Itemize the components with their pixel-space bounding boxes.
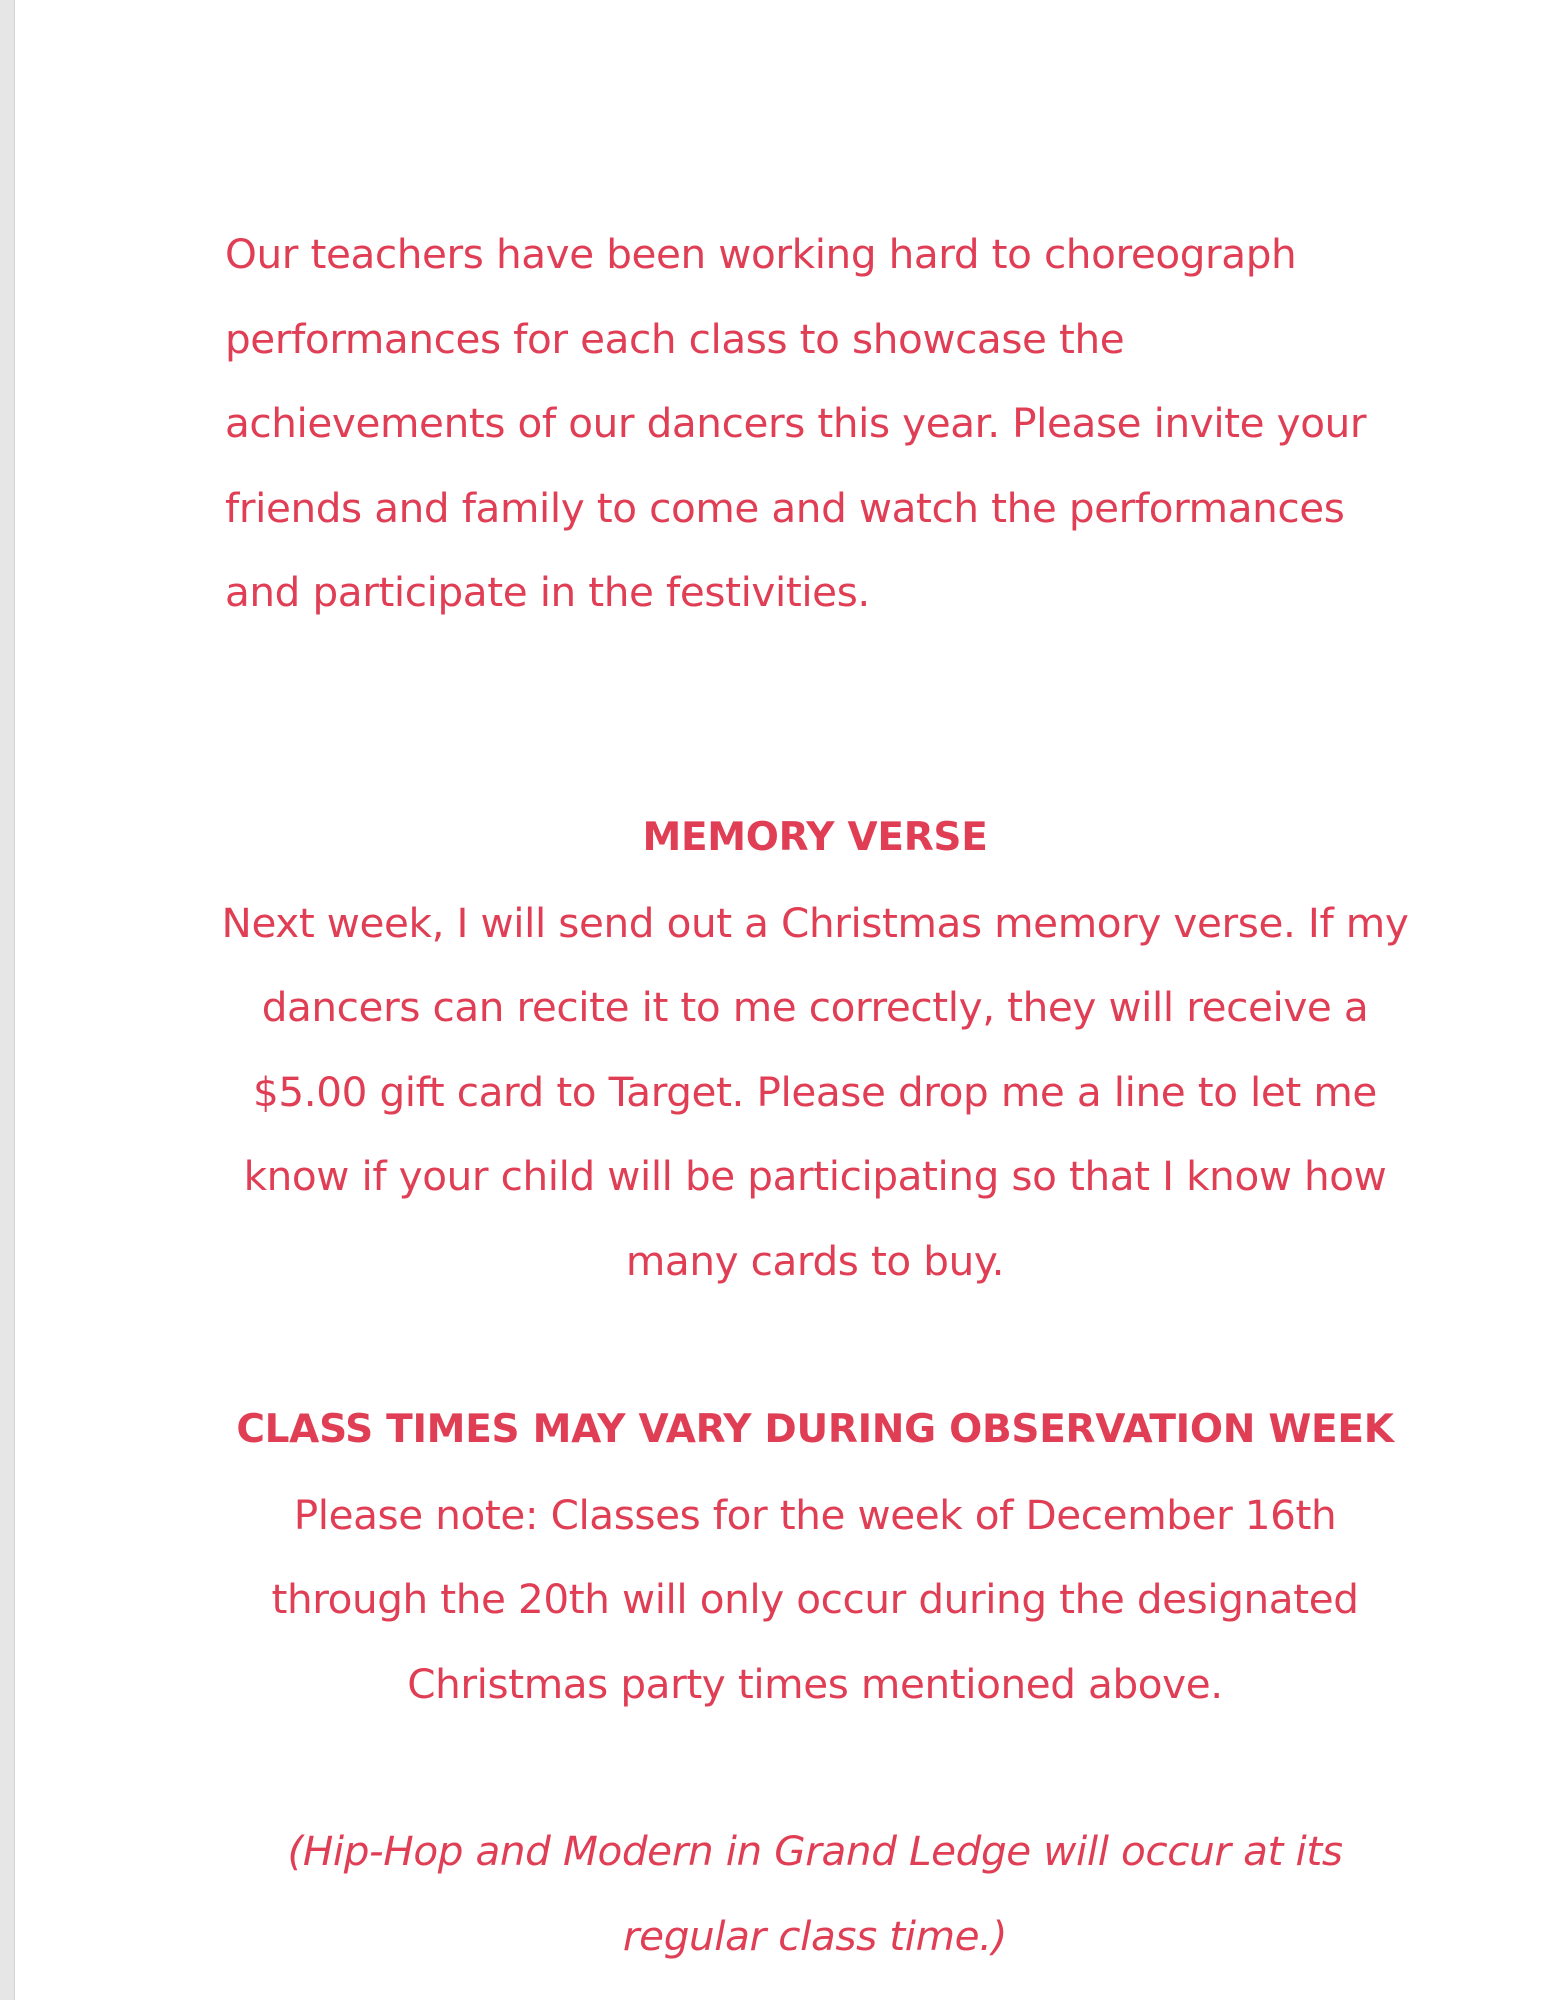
memory-verse-section <box>215 796 1415 1303</box>
hip-hop-note: (Hip-Hop and Modern in Grand Ledge will occur at its regular class time.) <box>287 1827 1343 1960</box>
memory-verse-heading: MEMORY VERSE <box>642 815 988 860</box>
intro-paragraph: Our teachers have been working hard to choreograph performances for each class to showcase the achievements of our dancers this year. Please invite your friends and family to come and watch the performances and participate in the festivities. <box>225 230 1367 616</box>
class-times-heading: CLASS TIMES MAY VARY DURING OBSERVATION WEEK <box>236 1407 1394 1452</box>
note-section <box>215 1809 1415 1978</box>
class-times-body: Please note: Classes for the week of December 16th through the 20th will only occur during the designated Christmas party times mentioned above. <box>271 1490 1359 1708</box>
document-page <box>15 0 1545 2000</box>
class-times-section <box>215 1388 1415 1726</box>
memory-verse-body: Next week, I will send out a Christmas memory verse. If my dancers can recite it to me correctly, they will receive a $5.00 gift card to Target. Please drop me a line to let me know if your child will be participating so that I know how many cards to buy. <box>221 898 1409 1285</box>
window-left-edge <box>0 0 15 2000</box>
